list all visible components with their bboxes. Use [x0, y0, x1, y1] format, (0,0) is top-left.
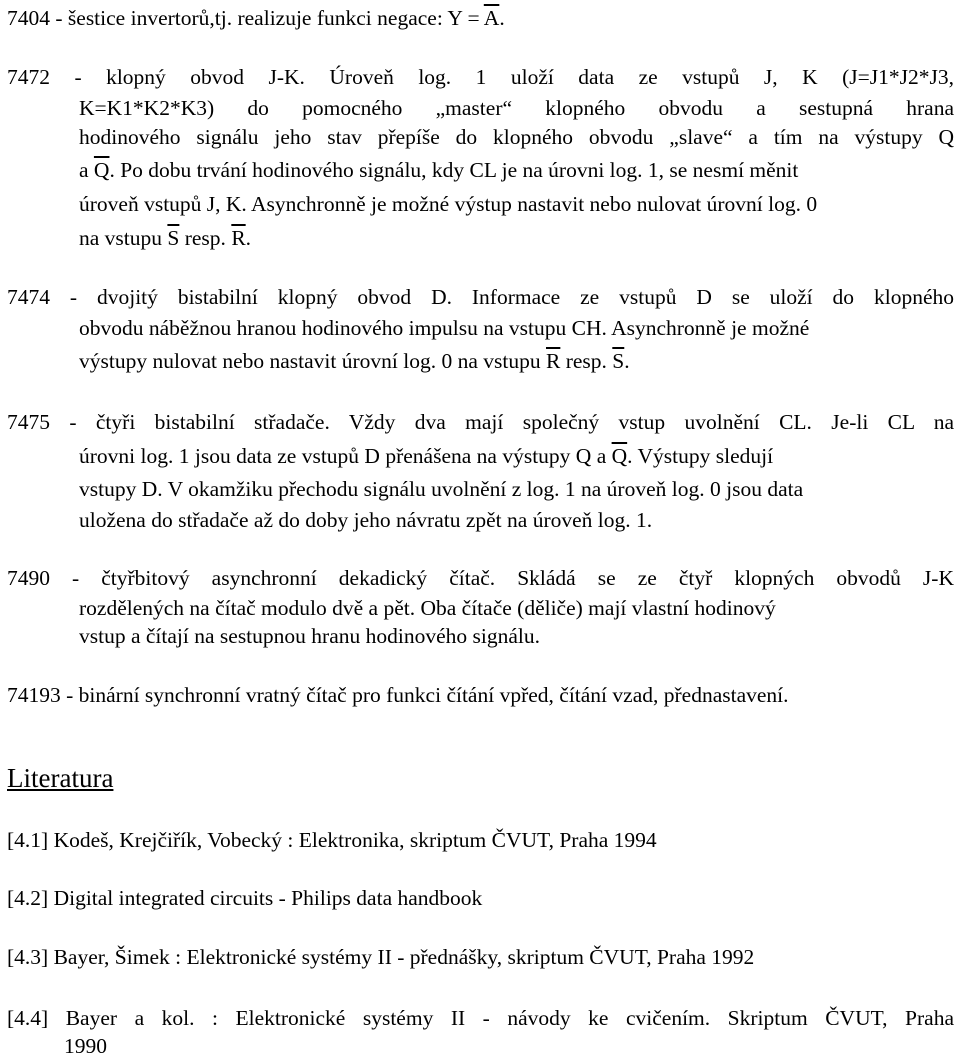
reference-2: [4.2] Digital integrated circuits - Philips data handbook	[7, 886, 483, 910]
text: .	[499, 6, 505, 30]
section-7474-line-1: 7474 - dvojitý bistabilní klopný obvod D. Informace ze vstupů D se uloží do klopného	[7, 285, 954, 309]
reference-1: [4.1] Kodeš, Krejčiřík, Vobecký : Elektronika, skriptum ČVUT, Praha 1994	[7, 828, 657, 852]
text: 7404 - šestice invertorů,tj. realizuje funkci negace: Y =	[7, 6, 484, 30]
overlined-symbol: $\overline{S}$	[167, 226, 180, 250]
overlined-symbol: $\overline{R}$	[546, 349, 561, 373]
text: . Po dobu trvání hodinového signálu, kdy CL je na úrovni log. 1, se nesmí měnit	[109, 158, 799, 182]
section-7490-line-3: vstup a čítají na sestupnou hranu hodinového signálu.	[79, 624, 540, 648]
section-7490-line-1: 7490 - čtyřbitový asynchronní dekadický čítač. Skládá se ze čtyř klopných obvodů J-K	[7, 566, 954, 590]
overlined-symbol: $\overline{S}$	[612, 349, 625, 373]
section-7475-line-2	[79, 446, 773, 468]
reference-3: [4.3] Bayer, Šimek : Elektronické systémy II - přednášky, skriptum ČVUT, Praha 1992	[7, 945, 755, 969]
text: úrovni log. 1 jsou data ze vstupů D přenášena na výstupy Q a	[79, 444, 612, 468]
section-7474-line-2: obvodu náběžnou hranou hodinového impulsu na vstupu CH. Asynchronně je možné	[79, 316, 810, 340]
text: .	[624, 349, 630, 373]
section-7404	[7, 8, 505, 30]
section-7490-line-2: rozdělených na čítač modulo dvě a pět. Oba čítače (děliče) mají vlastní hodinový	[79, 596, 776, 620]
overlined-symbol: $\overline{A}$	[483, 6, 500, 30]
overlined-symbol: $\overline{Q}$	[611, 444, 628, 468]
section-74193: 74193 - binární synchronní vratný čítač pro funkci čítání vpřed, čítání vzad, přednastavení.	[7, 683, 789, 707]
text: . Výstupy sledují	[627, 444, 774, 468]
text: resp.	[179, 226, 232, 250]
section-7475-line-4: uložena do střadače až do doby jeho návratu zpět na úroveň log. 1.	[79, 508, 653, 532]
reference-4-line-1: [4.4] Bayer a kol. : Elektronické systémy II - návody ke cvičením. Skriptum ČVUT, Praha	[7, 1006, 954, 1030]
text: a	[79, 158, 94, 182]
section-7472-line-5: úroveň vstupů J, K. Asynchronně je možné výstup nastavit nebo nulovat úrovní log. 0	[79, 192, 818, 216]
overlined-symbol: $\overline{R}$	[231, 226, 246, 250]
text: na vstupu	[79, 226, 168, 250]
text: výstupy nulovat nebo nastavit úrovní log. 0 na vstupu	[79, 349, 546, 373]
section-7472-line-4	[79, 160, 798, 182]
text: .	[245, 226, 252, 250]
section-7475-line-3: vstupy D. V okamžiku přechodu signálu uvolnění z log. 1 na úroveň log. 0 jsou data	[79, 477, 804, 501]
section-7475-line-1: 7475 - čtyři bistabilní střadače. Vždy dva mají společný vstup uvolnění CL. Je-li CL na	[7, 410, 954, 434]
section-7472-line-1: 7472 - klopný obvod J-K. Úroveň log. 1 uloží data ze vstupů J, K (J=J1*J2*J3,	[7, 65, 954, 89]
section-7472-line-6	[79, 228, 251, 250]
section-7472-line-2: K=K1*K2*K3) do pomocného „master“ klopného obvodu a sestupná hrana	[79, 96, 954, 120]
section-7474-line-3	[79, 351, 630, 373]
text: resp.	[560, 349, 613, 373]
literatura-heading: Literatura	[7, 763, 114, 793]
section-7472-line-3: hodinového signálu jeho stav přepíše do klopného obvodu „slave“ a tím na výstupy Q	[79, 125, 954, 149]
overlined-symbol: $\overline{Q}$	[93, 158, 110, 182]
reference-4-line-2: 1990	[64, 1034, 107, 1058]
